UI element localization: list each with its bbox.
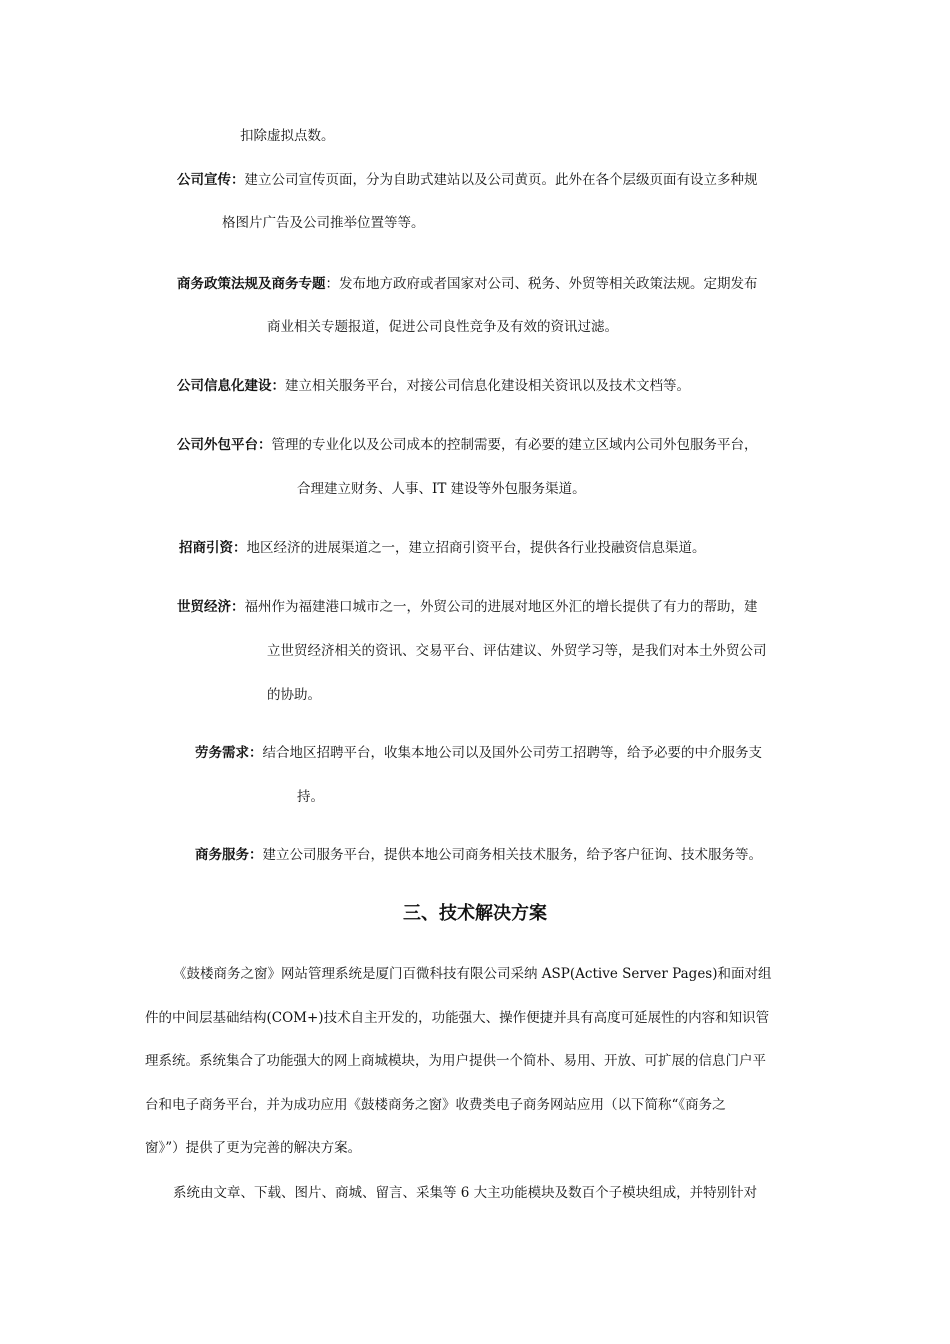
entry-continuation: 商业相关专题报道，促进公司良性竞争及有效的资讯过滤。 xyxy=(267,319,618,335)
paragraph-line: 台和电子商务平台，并为成功应用《鼓楼商务之窗》收费类电子商务网站应用（以下简称“《商务之 xyxy=(145,1097,726,1113)
entry-term: 公司外包平台： xyxy=(177,437,272,453)
entry-term: 世贸经济： xyxy=(177,599,245,615)
entry-continuation: 扣除虚拟点数。 xyxy=(240,128,335,144)
entry-text: 建立相关服务平台，对接公司信息化建设相关资讯以及技术文档等。 xyxy=(285,378,690,394)
entry-line xyxy=(179,538,706,558)
entry-term: 招商引资： xyxy=(179,540,247,556)
entry-continuation: 立世贸经济相关的资讯、交易平台、评估建议、外贸学习等，是我们对本土外贸公司 xyxy=(267,643,767,659)
entry-line xyxy=(195,743,762,763)
entry-text: 建立公司宣传页面，分为自助式建站以及公司黄页。此外在各个层级页面有设立多种规 xyxy=(244,172,758,188)
paragraph-line: 理系统。系统集合了功能强大的网上商城模块，为用户提供一个简朴、易用、开放、可扩展的信息门户平 xyxy=(145,1053,766,1069)
paragraph-line: 系统由文章、下载、图片、商城、留言、采集等 6 大主功能模块及数百个子模块组成，并特别针对 xyxy=(173,1185,758,1201)
section-heading: 三、技术解决方案 xyxy=(403,903,547,924)
entry-line xyxy=(177,435,758,455)
entry-line xyxy=(177,597,758,617)
entry-term: 公司信息化建设： xyxy=(177,378,285,394)
entry-line xyxy=(177,274,758,294)
paragraph-line: 《鼓楼商务之窗》网站管理系统是厦门百微科技有限公司采纳 ASP(Active Server Pages)和面对组 xyxy=(173,966,772,982)
entry-line xyxy=(195,845,762,865)
entry-line xyxy=(177,170,758,190)
entry-term: 公司宣传： xyxy=(177,172,245,188)
entry-text: 地区经济的进展渠道之一，建立招商引资平台，提供各行业投融资信息渠道。 xyxy=(246,540,706,556)
entry-continuation: 的协助。 xyxy=(267,687,321,703)
entry-continuation: 合理建立财务、人事、IT 建设等外包服务渠道。 xyxy=(297,481,586,497)
entry-line xyxy=(177,376,690,396)
entry-text: 管理的专业化以及公司成本的控制需要，有必要的建立区域内公司外包服务平台， xyxy=(271,437,758,453)
entry-text: 结合地区招聘平台，收集本地公司以及国外公司劳工招聘等，给予必要的中介服务支 xyxy=(262,745,762,761)
paragraph-line: 窗》”）提供了更为完善的解决方案。 xyxy=(145,1140,362,1156)
entry-text: 福州作为福建港口城市之一，外贸公司的进展对地区外汇的增长提供了有力的帮助，建 xyxy=(244,599,758,615)
entry-term: 商务政策法规及商务专题 xyxy=(177,276,326,292)
entry-term: 劳务需求： xyxy=(195,745,263,761)
entry-continuation: 持。 xyxy=(297,789,324,805)
paragraph-line: 件的中间层基础结构(COM+)技术自主开发的，功能强大、操作便捷并具有高度可延展性的内容和知识管 xyxy=(145,1010,770,1026)
entry-term: 商务服务： xyxy=(195,847,263,863)
entry-continuation: 格图片广告及公司推举位置等等。 xyxy=(222,215,425,231)
entry-text: 建立公司服务平台，提供本地公司商务相关技术服务，给予客户征询、技术服务等。 xyxy=(262,847,762,863)
entry-text: ：发布地方政府或者国家对公司、税务、外贸等相关政策法规。定期发布 xyxy=(325,276,758,292)
